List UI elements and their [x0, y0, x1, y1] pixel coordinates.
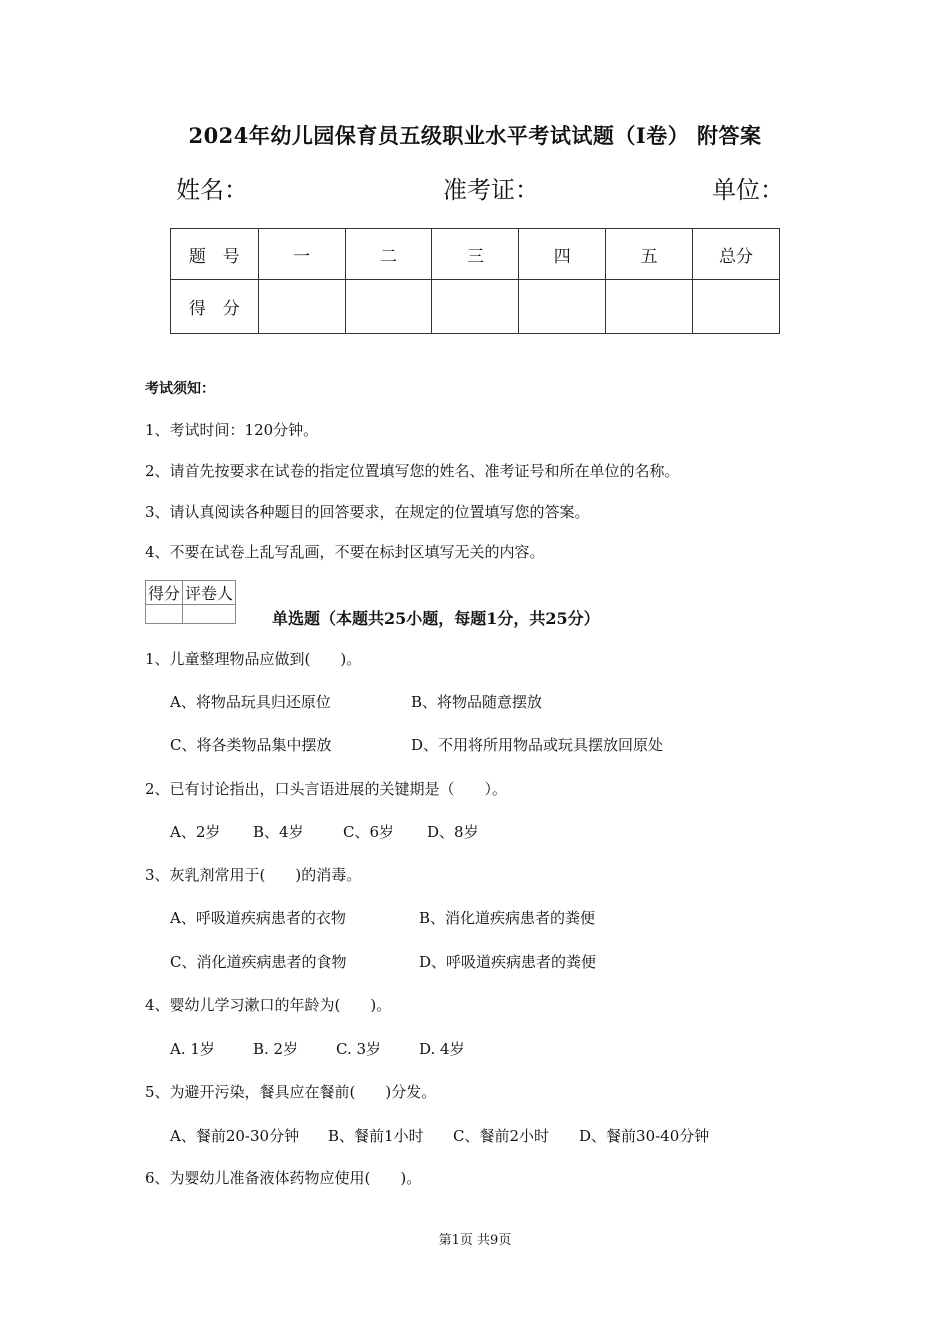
option-d[interactable]: D、餐前30-40分钟	[579, 1127, 710, 1145]
score-header-cell: 三	[432, 229, 519, 280]
score-cell[interactable]	[693, 280, 780, 334]
score-header-cell: 总分	[693, 229, 780, 280]
option-b[interactable]: B、将物品随意摆放	[411, 693, 543, 711]
score-row-label: 得 分	[171, 280, 259, 334]
notice-item: 2、请首先按要求在试卷的指定位置填写您的姓名、准考证号和所在单位的名称。	[145, 462, 680, 480]
score-header-cell: 题 号	[171, 229, 259, 280]
score-cell[interactable]	[519, 280, 606, 334]
question-text: 3、灰乳剂常用于( )的消毒。	[145, 866, 362, 884]
option-a[interactable]: A、呼吸道疾病患者的衣物	[170, 909, 346, 927]
question-text: 1、儿童整理物品应做到( )。	[145, 650, 362, 668]
score-table-score-row	[171, 280, 780, 334]
unit-field-label: 单位：	[712, 176, 784, 204]
option-c[interactable]: C、6岁	[343, 823, 395, 841]
option-b[interactable]: B、餐前1小时	[328, 1127, 424, 1145]
grader-score-cell[interactable]	[146, 605, 183, 624]
option-b[interactable]: B、消化道疾病患者的粪便	[419, 909, 596, 927]
notice-item: 3、请认真阅读各种题目的回答要求，在规定的位置填写您的答案。	[145, 503, 590, 521]
option-c[interactable]: C、餐前2小时	[453, 1127, 550, 1145]
option-d[interactable]: D、呼吸道疾病患者的粪便	[419, 953, 597, 971]
question-text: 2、已有讨论指出，口头言语进展的关键期是（ ）。	[145, 780, 508, 798]
option-a[interactable]: A、将物品玩具归还原位	[170, 693, 331, 711]
exam-id-field-label: 准考证：	[443, 176, 539, 204]
score-cell[interactable]	[345, 280, 432, 334]
section-title: 单选题（本题共25小题，每题1分，共25分）	[272, 609, 600, 628]
page-footer: 第1页 共9页	[438, 1233, 512, 1248]
score-cell[interactable]	[432, 280, 519, 334]
score-cell[interactable]	[606, 280, 693, 334]
option-a[interactable]: A. 1岁	[170, 1040, 215, 1058]
option-d[interactable]: D、不用将所用物品或玩具摆放回原处	[411, 736, 664, 754]
option-a[interactable]: A、2岁	[170, 823, 221, 841]
option-b[interactable]: B. 2岁	[253, 1040, 299, 1058]
grader-box	[145, 580, 236, 624]
score-table	[170, 228, 780, 334]
option-c[interactable]: C、将各类物品集中摆放	[170, 736, 332, 754]
notice-item: 4、不要在试卷上乱写乱画，不要在标封区填写无关的内容。	[145, 543, 545, 561]
question-text: 5、为避开污染，餐具应在餐前( )分发。	[145, 1083, 437, 1101]
option-d[interactable]: D、8岁	[427, 823, 479, 841]
option-a[interactable]: A、餐前20-30分钟	[170, 1127, 300, 1145]
grader-score-label: 得分	[146, 581, 183, 605]
option-d[interactable]: D. 4岁	[419, 1040, 465, 1058]
question-text: 4、婴幼儿学习漱口的年龄为( )。	[145, 996, 392, 1014]
grader-name-label: 评卷人	[183, 581, 236, 605]
score-header-cell: 一	[258, 229, 345, 280]
grader-name-cell[interactable]	[183, 605, 236, 624]
score-table-header-row	[171, 229, 780, 280]
question-text: 6、为婴幼儿准备液体药物应使用( )。	[145, 1169, 422, 1187]
option-c[interactable]: C. 3岁	[336, 1040, 382, 1058]
score-header-cell: 四	[519, 229, 606, 280]
score-cell[interactable]	[258, 280, 345, 334]
name-field-label: 姓名：	[176, 176, 248, 204]
page-title: 2024年幼儿园保育员五级职业水平考试试题（I卷） 附答案	[188, 123, 762, 148]
score-header-cell: 五	[606, 229, 693, 280]
notice-item: 1、考试时间：120分钟。	[145, 421, 319, 439]
score-header-cell: 二	[345, 229, 432, 280]
option-c[interactable]: C、消化道疾病患者的食物	[170, 953, 347, 971]
option-b[interactable]: B、4岁	[253, 823, 304, 841]
notice-heading: 考试须知：	[145, 381, 215, 397]
